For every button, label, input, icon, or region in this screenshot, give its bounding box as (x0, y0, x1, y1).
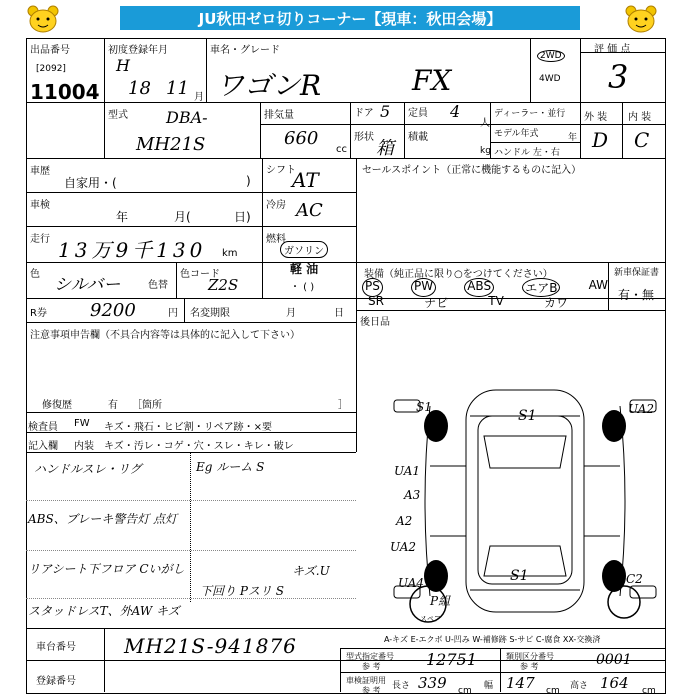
registration-month-unit: 月 (194, 92, 204, 103)
inspection-label: 車検 (30, 200, 50, 211)
note-3: ABS、ブレーキ警告灯 点灯 (28, 512, 178, 526)
type-number-ref: 参 考 (362, 662, 381, 671)
vehicle-name: ワゴンR (216, 69, 322, 102)
drive-2wd: 2WD (537, 50, 565, 62)
repair-history-label: 修復歴 (42, 400, 72, 411)
color-label: 色 (30, 269, 40, 280)
registration-month: 11 (166, 78, 189, 99)
model-year-unit: 年 (568, 133, 578, 143)
damage-mark: UA2 (390, 540, 417, 554)
recycle-value: 9200 (90, 300, 136, 321)
equipment-label: 装備（純正品に限り○をつけてください） (364, 269, 553, 280)
recycle-unit: 円 (168, 308, 178, 319)
vehicle-grade: FX (412, 64, 452, 97)
mileage-unit: km (222, 248, 238, 259)
bear-mascot-icon (26, 4, 60, 34)
later-items-label: 後日品 (360, 317, 390, 328)
damage-mark: S1 (416, 400, 432, 414)
height-value: 164 (600, 674, 629, 692)
fuel-gasoline: ガソリン (280, 241, 328, 258)
damage-mark: UA4 (398, 576, 425, 590)
inspector-label: 検査員 (28, 422, 58, 433)
width-value: 147 (506, 674, 535, 692)
inspection-day-unit: 日) (234, 210, 251, 224)
fuel-other: ・ ( ) (290, 282, 315, 293)
damage-mark: S1 (510, 568, 529, 584)
damage-mark: S1 (518, 408, 537, 424)
damage-mark: UA2 (628, 402, 655, 416)
repair-place-label: ［箇所 (132, 400, 162, 411)
inspector-entry-label: 記入欄 (28, 441, 58, 452)
equipment-sr: SR (368, 294, 384, 308)
equipment-leather: カワ (543, 296, 568, 310)
inspection-month-unit: 月( (174, 210, 191, 224)
damage-mark: A2 (396, 514, 413, 528)
color-change-label: 色替 (148, 280, 168, 291)
equipment-ps: PS (362, 278, 383, 297)
recycle-label: R券 (30, 308, 47, 319)
capacity-value: 4 (450, 102, 461, 121)
notes-label: 注意事項申告欄（不具合内容等は具体的に記入して下さい） (30, 330, 300, 341)
type-number-label: 型式指定番号 (346, 652, 394, 661)
model-label: 型式 (108, 110, 128, 121)
name-change-day: 日 (334, 308, 344, 319)
exterior-label: 外 装 (584, 112, 608, 123)
repair-history-value: 有 (108, 400, 118, 411)
length-value: 339 (418, 674, 447, 692)
repair-place-close: ］ (338, 400, 348, 411)
name-change-month: 月 (286, 308, 296, 319)
header-title: JU秋田ゼロ切りコーナー【現車：秋田会場】 (120, 6, 580, 30)
cert-label: 車検証明用 (346, 676, 386, 685)
note-6: 下回り Pスリ S (200, 584, 284, 598)
shift-value: AT (292, 168, 319, 192)
registration-era: H (116, 56, 130, 75)
vehicle-name-label: 車名・グレード (210, 45, 280, 56)
width-unit: cm (546, 686, 560, 696)
class-number-value: 0001 (596, 652, 632, 668)
interior-label: 内 装 (628, 112, 652, 123)
model-prefix: DBA- (166, 108, 208, 127)
color-code-value: Z2S (208, 276, 239, 294)
equipment-row-2 (368, 294, 568, 311)
note-4: リアシート下フロア Cいがし (28, 562, 185, 576)
shift-label: シフト (266, 165, 296, 176)
note-5: キズ.U (292, 564, 330, 578)
history-label: 車歴 (30, 166, 50, 177)
sales-point-label: セールスポイント（正常に機能するものに記入） (362, 165, 582, 176)
model-year-label: モデル年式 (494, 129, 539, 139)
note-7: スタッドレスT、外AW キズ (28, 604, 180, 618)
inspection-year-unit: 年 (116, 210, 129, 224)
lot-number-label: 出品番号 (30, 45, 70, 56)
load-label: 積載 (408, 132, 428, 143)
class-number-label: 類別区分番号 (506, 652, 554, 661)
spare-label: スペア (420, 615, 441, 623)
interior-check-items: キズ・汚レ・コゲ・穴・スレ・キレ・破レ (104, 441, 294, 452)
exterior-value: D (592, 128, 609, 152)
equipment-pw: PW (411, 278, 436, 297)
displacement-value: 660 (284, 128, 319, 149)
interior-check-label: 内装 (74, 441, 94, 452)
mileage-label: 走行 (30, 234, 50, 245)
handle-label: ハンドル 左・右 (494, 148, 560, 158)
damage-mark: A3 (404, 488, 421, 502)
capacity-unit: 人 (480, 118, 490, 129)
fuel-diesel: 軽 油 (290, 262, 319, 276)
load-unit: kg (480, 146, 491, 156)
equipment-tv: TV (488, 294, 504, 308)
lot-number: 11004 (30, 80, 100, 104)
height-unit: cm (642, 686, 656, 696)
doors-value: 5 (380, 102, 391, 121)
history-close: ) (246, 174, 251, 188)
drive-4wd: 4WD (539, 74, 561, 84)
name-change-label: 名変期限 (190, 308, 230, 319)
cert-ref: 参 考 (362, 686, 381, 695)
equipment-airbag: エアB (522, 278, 560, 297)
rating-label: 評 価 点 (594, 44, 631, 55)
width-label: 幅 (484, 681, 494, 691)
damage-mark: UA1 (394, 464, 421, 478)
rating-value: 3 (608, 58, 629, 96)
model-value: MH21S (136, 134, 206, 155)
lot-sub-number: [2092] (36, 64, 66, 74)
shape-label: 形状 (354, 132, 374, 143)
displacement-unit: cc (336, 144, 347, 155)
height-label: 高さ (570, 681, 589, 691)
displacement-label: 排気量 (264, 110, 294, 121)
class-number-ref: 参 考 (520, 662, 539, 671)
dealer-label: ディーラー・並行 (494, 109, 566, 119)
chassis-label: 車台番号 (36, 642, 76, 653)
equipment-aw: AW (588, 278, 608, 292)
length-unit: cm (458, 686, 472, 696)
capacity-label: 定員 (408, 108, 428, 119)
color-code-label: 色コード (180, 269, 220, 280)
warranty-label: 新車保証書 (614, 268, 660, 278)
history-value: 自家用・( (64, 176, 117, 190)
length-label: 長さ (392, 681, 411, 691)
damage-legend: A-キズ E-エクボ U-凹み W-補修跡 S-サビ C-腐食 XX-交換済 (384, 635, 601, 644)
note-1: ハンドルスレ・リグ (34, 462, 142, 476)
bear-mascot-icon (624, 4, 658, 34)
ac-value: AC (296, 200, 323, 221)
type-number-value: 12751 (426, 650, 477, 669)
damage-mark: C2 (626, 572, 643, 586)
warranty-value: 有・無 (618, 288, 655, 302)
fw-items: キズ・飛石・ヒビ割・リペア跡・×要 (104, 422, 272, 433)
fw-label: FW (74, 418, 90, 429)
equipment-navi: ナビ (424, 296, 449, 310)
registration-label: 初度登録年月 (108, 45, 168, 56)
chassis-value: MH21S-941876 (124, 634, 297, 658)
fuel-label: 燃料 (266, 234, 286, 245)
mileage-value: 13万9千130 (58, 238, 207, 262)
plate-label: 登録番号 (36, 676, 76, 687)
note-2: Eg ルーム S (196, 460, 265, 474)
color-value: シルバー (54, 275, 121, 295)
doors-label: ドア (354, 108, 374, 119)
equipment-abs: ABS (464, 278, 494, 297)
damage-mark: P組 (430, 594, 451, 608)
interior-value: C (634, 128, 650, 152)
registration-year: 18 (128, 78, 151, 99)
ac-label: 冷房 (266, 200, 286, 211)
shape-value: 箱 (376, 138, 394, 159)
